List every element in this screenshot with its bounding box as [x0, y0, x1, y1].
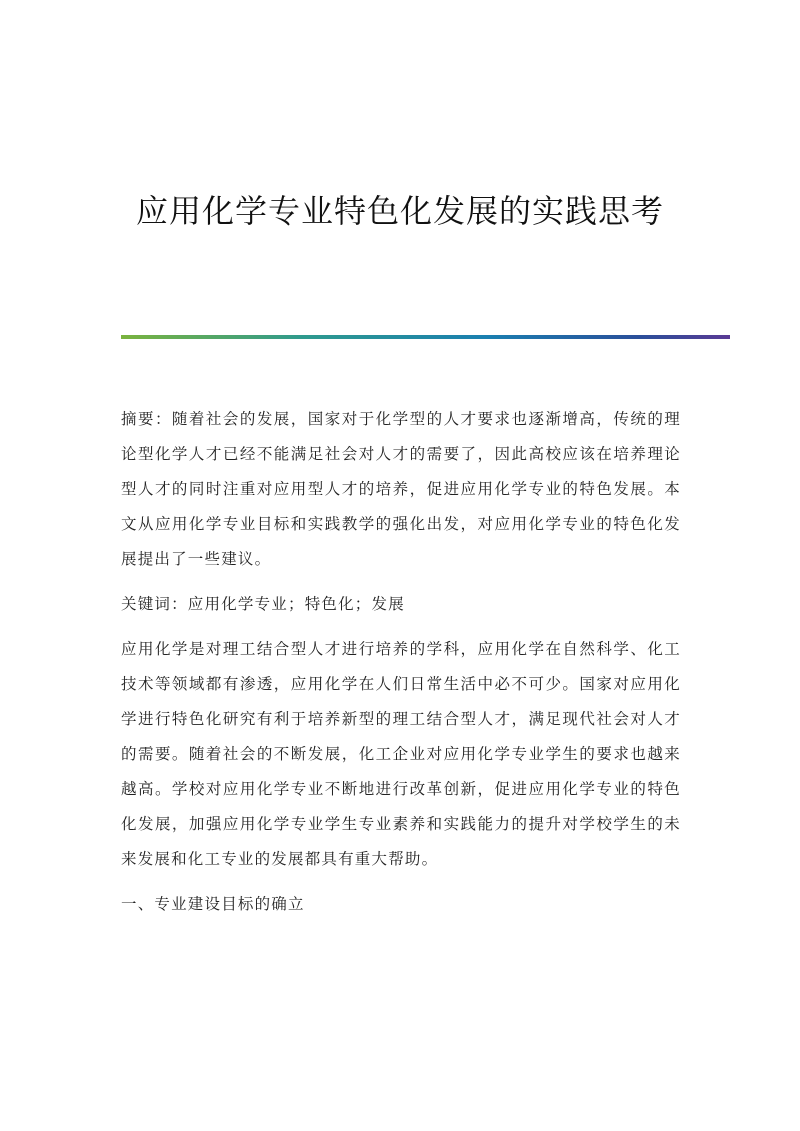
- intro-paragraph: 应用化学是对理工结合型人才进行培养的学科，应用化学在自然科学、化工技术等领域都有渗透，应用化学在人们日常生活中必不可少。国家对应用化学进行特色化研究有利于培养新型的理工结合型人才，满足现代社会对人才的需要。随着社会的不断发展，化工企业对应用化学专业学生的要求也越来越高。学校对应用化学专业不断地进行改革创新，促进应用化学专业的特色化发展，加强应用化学专业学生专业素养和实践能力的提升对学校学生的未来发展和化工专业的发展都具有重大帮助。: [121, 640, 681, 868]
- document-title: 应用化学专业特色化发展的实践思考: [135, 192, 664, 230]
- abstract-paragraph: 摘要：随着社会的发展，国家对于化学型的人才要求也逐渐增高，传统的理论型化学人才已经不能满足社会对人才的需要了，因此高校应该在培养理论型人才的同时注重对应用型人才的培养，促进应用化学专业的特色发展。本文从应用化学专业目标和实践教学的强化出发，对应用化学专业的特色化发展提出了一些建议。: [121, 410, 681, 568]
- title-divider: [121, 335, 730, 339]
- section-heading: 一、专业建设目标的确立: [121, 895, 305, 913]
- keywords-line: 关键词：应用化学专业；特色化；发展: [121, 595, 405, 613]
- document-body: [121, 402, 681, 932]
